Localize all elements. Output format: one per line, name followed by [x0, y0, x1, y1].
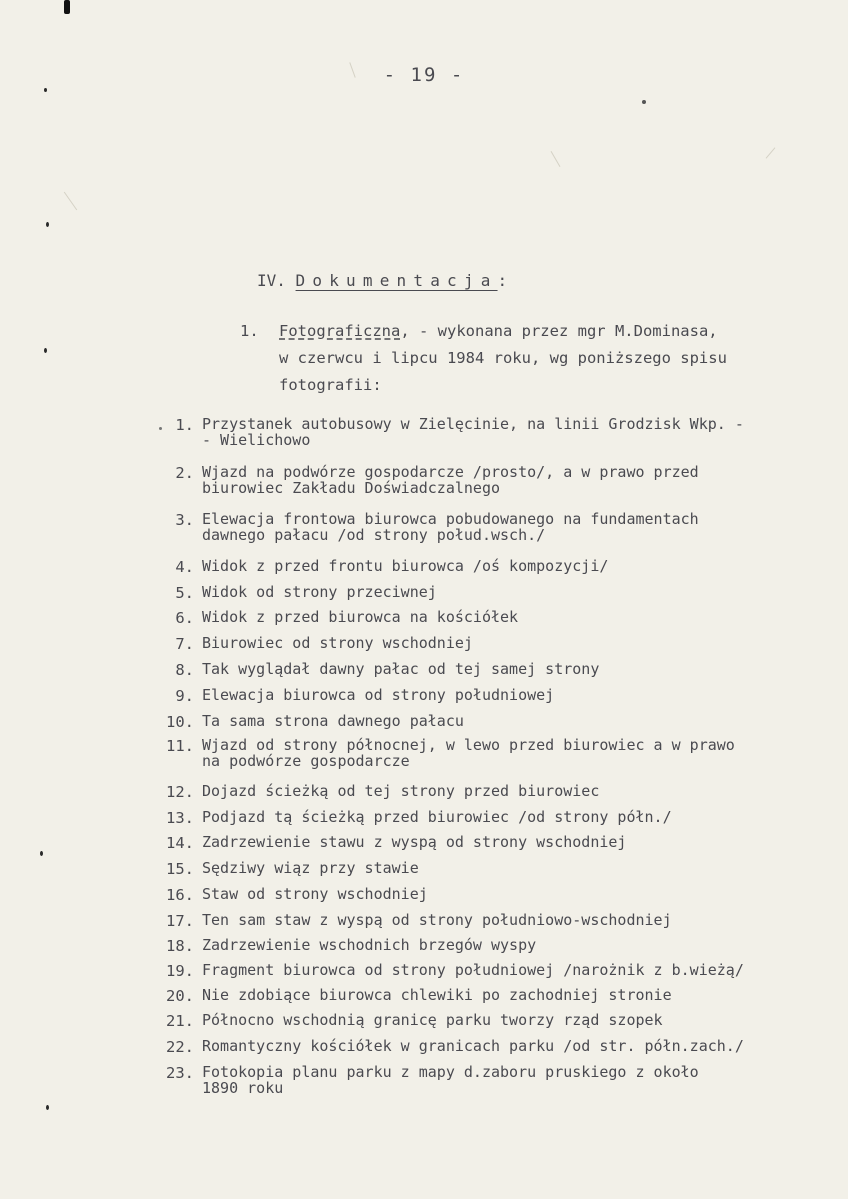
list-item — [148, 584, 838, 610]
list-item-text — [202, 834, 626, 850]
list-item-line: Sędziwy wiąz przy stawie — [202, 858, 419, 877]
list-item-text — [202, 558, 608, 574]
list-item-text — [202, 1012, 663, 1028]
photo-list — [148, 416, 838, 1110]
list-item-number: 20. — [166, 986, 194, 1005]
list-item-text — [202, 416, 744, 448]
subsection-line-3: fotografii: — [279, 376, 382, 394]
list-item-line: 1890 roku — [202, 1078, 284, 1097]
ink-speck — [44, 348, 47, 353]
list-item-text — [202, 809, 672, 825]
list-item — [148, 1064, 838, 1110]
list-item-line: Elewacja frontowa biurowca pobudowanego na fundamentach — [202, 510, 699, 528]
ink-speck — [44, 88, 47, 92]
page-number: - 19 - — [383, 64, 465, 86]
list-item — [148, 962, 838, 987]
list-item — [148, 511, 838, 558]
list-item-line: Widok z przed frontu biurowca /oś kompozycji/ — [202, 557, 609, 575]
list-item-line: Elewacja biurowca od strony południowej — [202, 685, 555, 704]
list-item-line: Staw od strony wschodniej — [202, 884, 428, 903]
subsection-label: Fotograficzna — [279, 322, 401, 340]
list-item-line: Widok od strony przeciwnej — [202, 582, 437, 601]
list-item-number: 9. — [175, 686, 194, 705]
ink-speck — [46, 222, 49, 227]
list-item — [148, 558, 838, 584]
list-item-number: 14. — [166, 833, 194, 852]
list-item-text — [202, 713, 464, 729]
list-item-text — [202, 886, 428, 902]
list-item-line: biurowiec Zakładu Doświadczalnego — [202, 479, 501, 497]
list-item-number: 22. — [166, 1037, 194, 1056]
list-item — [148, 860, 838, 886]
list-item-number: 21. — [166, 1011, 194, 1030]
list-item-line: Zadrzewienie wschodnich brzegów wyspy — [202, 935, 537, 954]
list-item-number: 11. — [166, 737, 194, 756]
section-numeral: IV. — [257, 271, 286, 290]
list-item-line: Wjazd od strony północnej, w lewo przed biurowiec a w prawo — [202, 736, 735, 755]
list-item — [148, 635, 838, 661]
section-heading — [257, 271, 507, 290]
list-item — [148, 464, 838, 511]
list-item-text — [202, 962, 744, 978]
section-suffix: : — [497, 271, 508, 290]
list-item-text — [202, 661, 599, 677]
list-item — [148, 912, 838, 937]
list-item-line: Zadrzewienie stawu z wyspą od strony wschodniej — [202, 832, 627, 851]
list-item-text — [202, 464, 699, 496]
paper-scratch — [64, 192, 77, 211]
list-item — [148, 713, 838, 738]
list-item — [148, 937, 838, 962]
list-item-number: 1. — [175, 416, 194, 434]
list-item-line: Widok z przed biurowca na kościółek — [202, 608, 519, 626]
list-item-number: 8. — [175, 660, 194, 679]
list-item-line: Nie zdobiące biurowca chlewiki po zachodniej stronie — [202, 985, 672, 1004]
list-item — [148, 834, 838, 860]
list-item-number: 3. — [175, 511, 194, 529]
list-item — [148, 661, 838, 687]
list-item — [148, 1038, 838, 1064]
list-item — [148, 609, 838, 635]
list-item-line: Ten sam staw z wyspą od strony południowo-wschodniej — [202, 910, 672, 929]
subsection-line-1-rest: , - wykonana przez mgr M.Dominasa, — [400, 322, 718, 340]
list-item-line: dawnego pałacu /od strony połud.wsch./ — [202, 526, 546, 544]
list-item-text — [202, 1038, 744, 1054]
list-item-text — [202, 609, 518, 625]
list-item-number: 13. — [166, 809, 194, 828]
ink-speck — [40, 851, 43, 856]
list-item-text — [202, 860, 419, 876]
list-item — [148, 1012, 838, 1038]
list-item-line: Podjazd tą ścieżką przed biurowiec /od strony półn./ — [202, 808, 672, 827]
list-item-text — [202, 912, 672, 928]
ink-speck — [64, 0, 70, 14]
list-item-number: 5. — [175, 583, 194, 602]
list-item-text — [202, 687, 554, 703]
paper-scratch — [551, 151, 561, 167]
section-title: Dokumentacja — [295, 271, 498, 290]
list-item-line: Ta sama strona dawnego pałacu — [202, 711, 464, 730]
list-item-text — [202, 511, 699, 543]
list-item — [148, 886, 838, 912]
list-item-number: 23. — [166, 1063, 194, 1082]
subsection-line-1 — [240, 318, 727, 345]
list-item-number: 10. — [166, 712, 194, 731]
list-item-line: - Wielichowo — [202, 431, 311, 449]
list-item-number: 18. — [166, 936, 194, 955]
list-item-number: 6. — [175, 609, 194, 627]
list-item-line: Dojazd ścieżką od tej strony przed biurowiec — [202, 782, 600, 801]
paper-scratch — [766, 147, 776, 158]
list-item — [148, 987, 838, 1012]
list-item-text — [202, 783, 599, 799]
subsection-line-2: w czerwcu i lipcu 1984 roku, wg poniższego spisu — [279, 349, 727, 367]
list-item-number: 15. — [166, 859, 194, 878]
list-item-number: 12. — [166, 783, 194, 802]
list-item-line: Przystanek autobusowy w Zielęcinie, na linii Grodzisk Wkp. - — [202, 415, 744, 433]
list-item-number: 2. — [175, 464, 194, 482]
subsection-photographic — [240, 318, 727, 399]
list-item-number: 19. — [166, 961, 194, 980]
list-item-line: Biurowiec od strony wschodniej — [202, 633, 473, 652]
list-item-text — [202, 937, 536, 953]
subsection-number: 1. — [240, 322, 259, 340]
list-item-line: na podwórze gospodarcze — [202, 752, 410, 771]
list-item-number: 4. — [175, 558, 194, 576]
list-item — [148, 737, 838, 783]
list-item-number: 17. — [166, 911, 194, 930]
list-item-line: Północno wschodnią granicę parku tworzy rząd szopek — [202, 1010, 663, 1029]
list-item-text — [202, 1064, 699, 1096]
ink-speck — [642, 100, 646, 104]
list-item-text — [202, 584, 437, 600]
list-item-line: Tak wyglądał dawny pałac od tej samej strony — [202, 659, 600, 678]
list-item-line: Fragment biurowca od strony południowej /narożnik z b.wieżą/ — [202, 960, 744, 979]
list-item — [148, 809, 838, 834]
list-item-number: 7. — [175, 634, 194, 653]
list-item-number: 16. — [166, 885, 194, 904]
list-item — [148, 783, 838, 809]
list-item-text — [202, 635, 473, 651]
list-item-line: Fotokopia planu parku z mapy d.zaboru pruskiego z około — [202, 1062, 699, 1081]
list-item — [148, 416, 838, 464]
list-item — [148, 687, 838, 713]
list-item-text — [202, 987, 672, 1003]
ink-speck — [46, 1105, 49, 1110]
list-item-line: Wjazd na podwórze gospodarcze /prosto/, a w prawo przed — [202, 463, 699, 481]
list-item-text — [202, 737, 735, 769]
list-item-line: Romantyczny kościółek w granicach parku /od str. półn.zach./ — [202, 1036, 744, 1055]
